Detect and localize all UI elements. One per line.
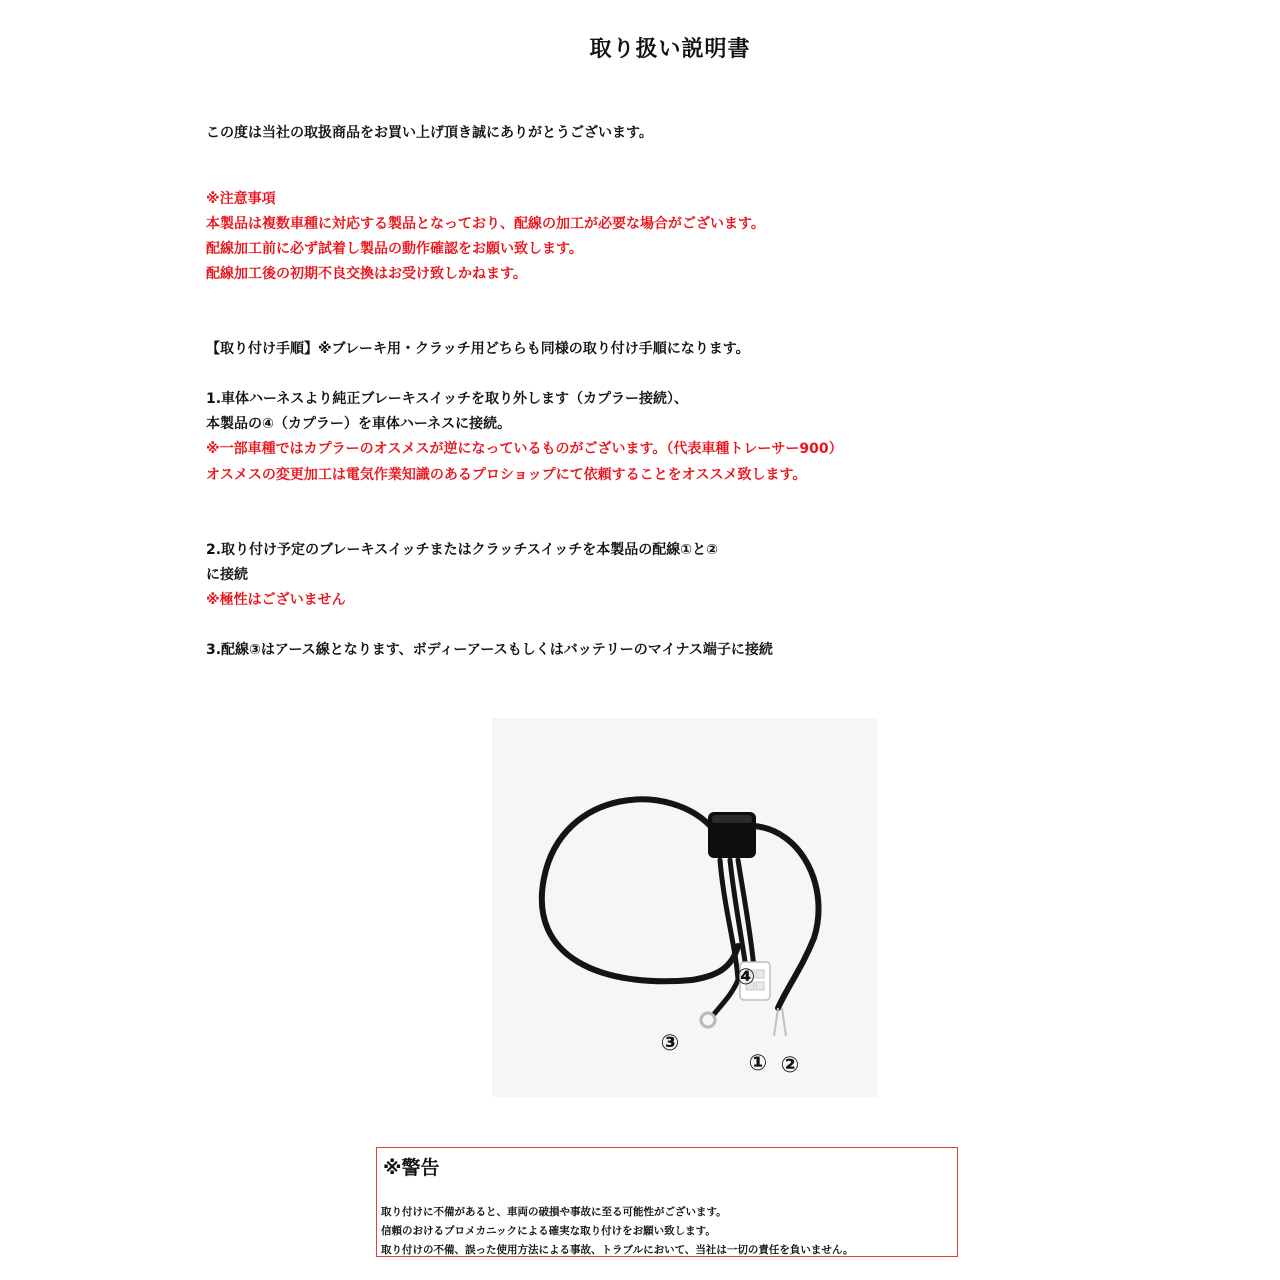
- procedure-heading: 【取り付け手順】※ブレーキ用・クラッチ用どちらも同様の取り付け手順になります。: [206, 341, 750, 357]
- warning-box: [376, 1147, 958, 1257]
- warning-line: 信頼のおけるプロメカニックによる確実な取り付けをお願い致します。: [381, 1225, 716, 1237]
- product-photo: [492, 718, 878, 1097]
- caution-heading: ※注意事項: [206, 191, 276, 207]
- step2-note: ※極性はございません: [206, 592, 346, 608]
- wiring-harness-illustration: [492, 718, 878, 1097]
- warning-line: 取り付けに不備があると、車両の破損や事故に至る可能性がございます。: [381, 1206, 727, 1218]
- greeting-text: この度は当社の取扱商品をお買い上げ頂き誠にありがとうございます。: [206, 125, 653, 141]
- page-title: 取り扱い説明書: [589, 37, 751, 62]
- step1-note: オスメスの変更加工は電気作業知識のあるプロショップにて依頼することをオススメ致します。: [206, 467, 807, 483]
- step1-note: ※一部車種ではカプラーのオスメスが逆になっているものがございます。（代表車種トレーサー900）: [206, 441, 843, 457]
- label-4: ④: [736, 965, 756, 990]
- step1-line: 1.車体ハーネスより純正ブレーキスイッチを取り外します（カプラー接続）、: [206, 391, 688, 407]
- wire-end: [774, 1008, 778, 1036]
- step3-line: 3.配線③はアース線となります、ボディーアースもしくはバッテリーのマイナス端子に接続: [206, 642, 773, 658]
- step2-line: 2.取り付け予定のブレーキスイッチまたはクラッチスイッチを本製品の配線①と②: [206, 542, 718, 558]
- label-1: ①: [748, 1051, 768, 1076]
- caution-line: 配線加工前に必ず試着し製品の動作確認をお願い致します。: [206, 241, 583, 257]
- warning-line: 取り付けの不備、誤った使用方法による事故、トラブルにおいて、当社は一切の責任を負いません。: [381, 1244, 854, 1256]
- caution-line: 配線加工後の初期不良交換はお受け致しかねます。: [206, 266, 527, 282]
- label-3: ③: [660, 1031, 680, 1056]
- step1-line: 本製品の④（カプラー）を車体ハーネスに接続。: [206, 416, 512, 432]
- label-2: ②: [780, 1053, 800, 1078]
- ring-terminal: [701, 1013, 715, 1027]
- step2-line: に接続: [206, 567, 248, 583]
- wire-end: [782, 1008, 786, 1036]
- warning-heading: ※警告: [383, 1157, 440, 1179]
- caution-line: 本製品は複数車種に対応する製品となっており、配線の加工が必要な場合がございます。: [206, 216, 765, 232]
